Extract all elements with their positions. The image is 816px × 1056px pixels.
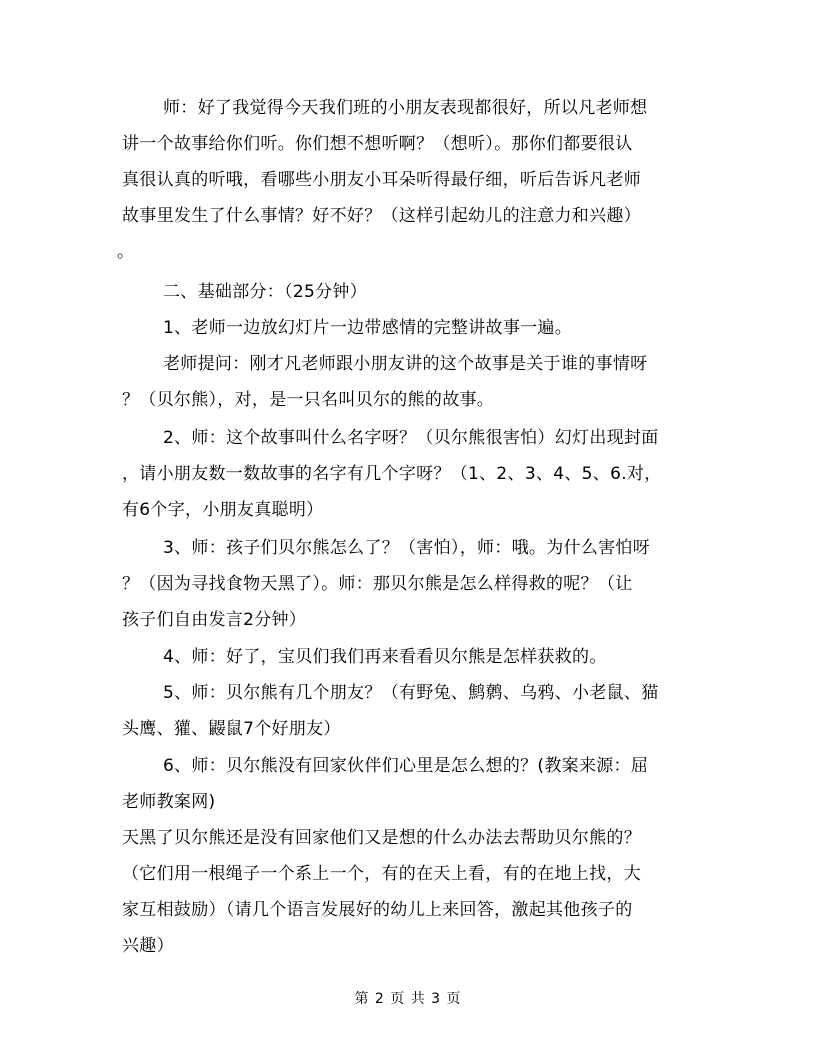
paragraph-line: 孩子们自由发言2分钟）	[122, 610, 307, 630]
paragraph-line: ？（贝尔熊），对，是一只名叫贝尔的熊的故事。	[122, 390, 495, 410]
paragraph-line: （它们用一根绳子一个系上一个，有的在天上看，有的在地上找，大	[122, 864, 641, 884]
paragraph-line: 3、师：孩子们贝尔熊怎么了？（害怕），师：哦。为什么害怕呀	[163, 538, 651, 558]
paragraph-line: 6、师：贝尔熊没有回家伙伴们心里是怎么想的？(教案来源：屈	[163, 756, 649, 776]
paragraph-line: 有6个字，小朋友真聪明）	[122, 500, 324, 520]
paragraph-line: 天黑了贝尔熊还是没有回家他们又是想的什么办法去帮助贝尔熊的？	[122, 828, 641, 848]
paragraph-line: 头鹰、獾、鼹鼠7个好朋友）	[122, 719, 341, 739]
paragraph-line: 老师提问：刚才凡老师跟小朋友讲的这个故事是关于谁的事情呀	[163, 354, 648, 374]
paragraph-line: 4、师：好了，宝贝们我们再来看看贝尔熊是怎样获救的。	[163, 647, 607, 667]
section-heading: 二、基础部分：（25分钟）	[163, 282, 368, 302]
paragraph-line: ，请小朋友数一数故事的名字有几个字呀？（1、2、3、4、5、6.对，	[122, 464, 662, 484]
page-number-footer: 第 2 页 共 3 页	[354, 991, 462, 1007]
paragraph-line: 真很认真的听哦，看哪些小朋友小耳朵听得最仔细，听后告诉凡老师	[122, 170, 641, 190]
paragraph-line: 老师教案网)	[122, 792, 216, 812]
paragraph-line: 。	[117, 242, 135, 262]
paragraph-line: 2、师：这个故事叫什么名字呀？（贝尔熊很害怕）幻灯出现封面	[163, 428, 659, 448]
paragraph-line: ？（因为寻找食物天黑了）。师：那贝尔熊是怎么样得救的呢？（让	[122, 574, 633, 594]
paragraph-line: 1、老师一边放幻灯片一边带感情的完整讲故事一遍。	[163, 318, 573, 338]
paragraph-line: 兴趣）	[122, 936, 174, 956]
paragraph-line: 师：好了我觉得今天我们班的小朋友表现都很好，所以凡老师想	[163, 98, 648, 118]
paragraph-line: 讲一个故事给你们听。你们想不想听啊？（想听）。那你们都要很认	[122, 134, 633, 154]
paragraph-line: 家互相鼓励）（请几个语言发展好的幼儿上来回答，激起其他孩子的	[122, 900, 633, 920]
paragraph-line: 5、师：贝尔熊有几个朋友？（有野兔、鹪鹩、乌鸦、小老鼠、猫	[163, 683, 659, 703]
paragraph-line: 故事里发生了什么事情？好不好？（这样引起幼儿的注意力和兴趣）	[122, 206, 641, 226]
